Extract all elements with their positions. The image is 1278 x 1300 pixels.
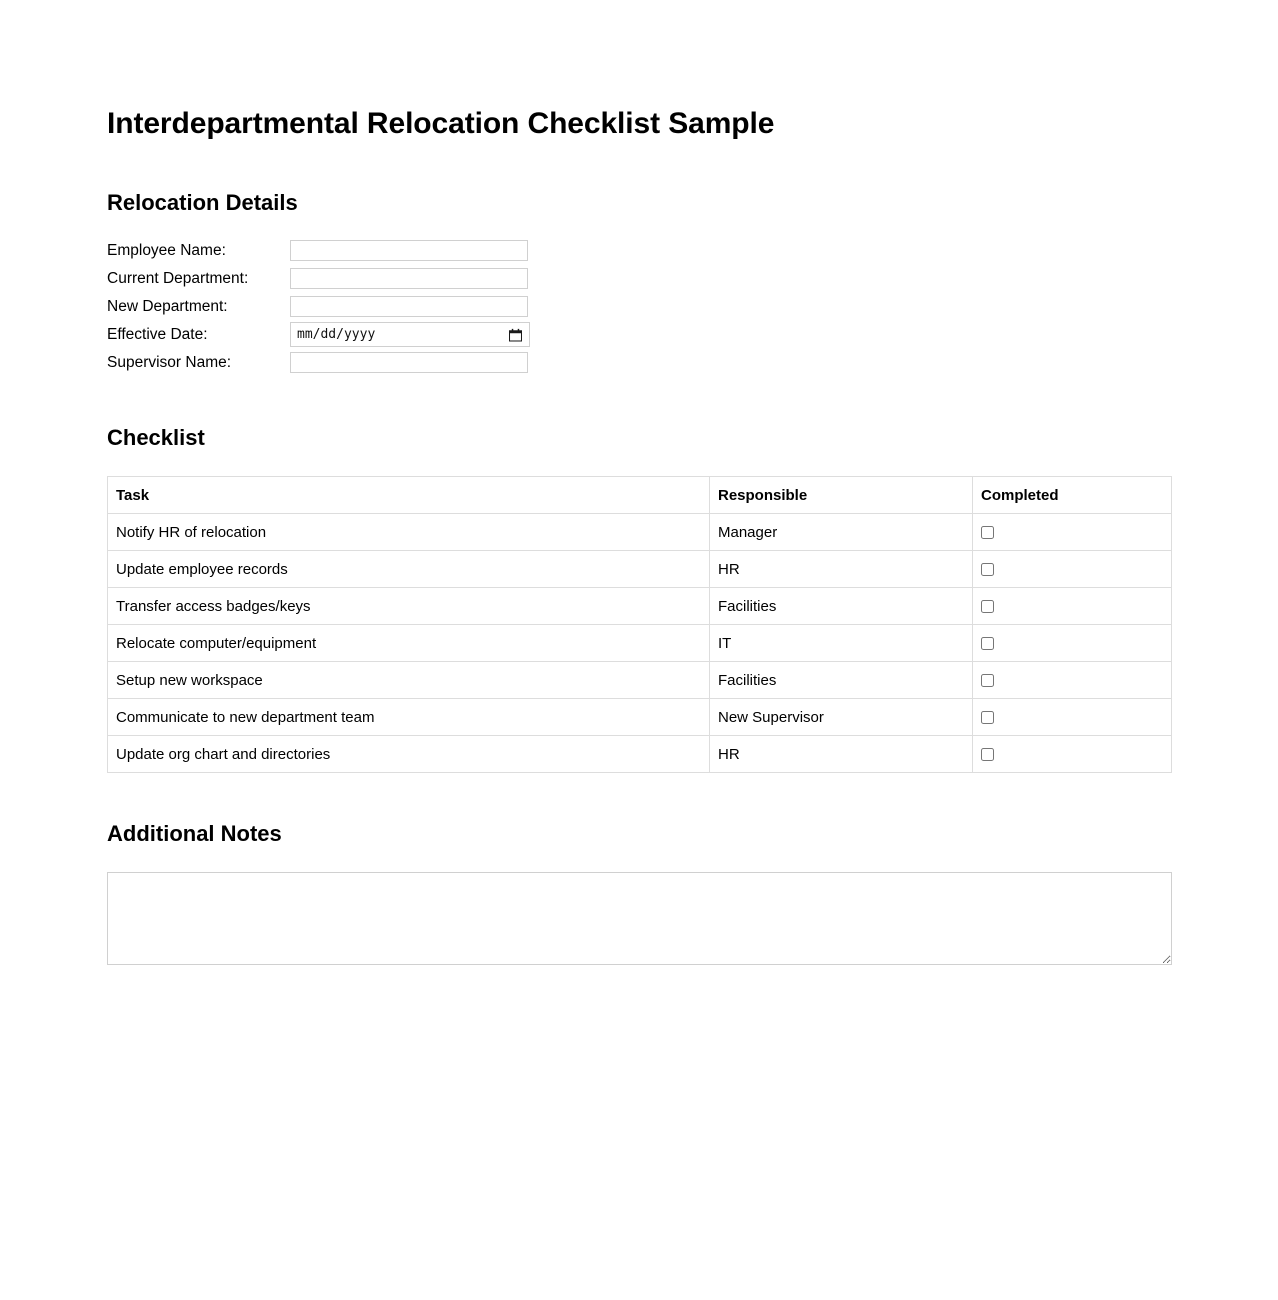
cell-completed <box>973 588 1172 625</box>
completed-checkbox[interactable] <box>981 637 994 650</box>
table-row <box>108 736 1172 773</box>
completed-checkbox[interactable] <box>981 526 994 539</box>
label-supervisor-name: Supervisor Name: <box>107 353 232 371</box>
additional-notes-textarea[interactable] <box>107 872 1172 965</box>
table-row <box>108 662 1172 699</box>
effective-date-input[interactable] <box>290 322 530 347</box>
label-effective-date: Effective Date: <box>107 325 208 343</box>
cell-task: Transfer access badges/keys <box>108 588 710 625</box>
additional-notes-block <box>107 872 1171 965</box>
cell-responsible: IT <box>710 625 973 662</box>
completed-checkbox[interactable] <box>981 711 994 724</box>
cell-completed <box>973 551 1172 588</box>
table-row <box>108 514 1172 551</box>
page-title: Interdepartmental Relocation Checklist Sample <box>107 107 775 140</box>
table-header-row <box>108 477 1172 514</box>
table-row <box>108 551 1172 588</box>
section-heading-relocation-details: Relocation Details <box>107 189 298 215</box>
form-row-employee-name <box>107 237 1171 265</box>
cell-task: Setup new workspace <box>108 662 710 699</box>
cell-completed <box>973 514 1172 551</box>
completed-checkbox[interactable] <box>981 748 994 761</box>
cell-responsible: Facilities <box>710 662 973 699</box>
cell-completed <box>973 736 1172 773</box>
cell-task: Update employee records <box>108 551 710 588</box>
table-row <box>108 588 1172 625</box>
cell-completed <box>973 662 1172 699</box>
cell-completed <box>973 699 1172 736</box>
label-new-department: New Department: <box>107 297 228 315</box>
table-row <box>108 699 1172 736</box>
cell-responsible: Manager <box>710 514 973 551</box>
employee-name-input[interactable] <box>290 240 528 261</box>
completed-checkbox[interactable] <box>981 674 994 687</box>
cell-task: Communicate to new department team <box>108 699 710 736</box>
cell-responsible: Facilities <box>710 588 973 625</box>
column-header-task: Task <box>108 477 710 514</box>
new-department-input[interactable] <box>290 296 528 317</box>
effective-date-placeholder: mm/dd/yyyy <box>297 327 376 343</box>
cell-task: Update org chart and directories <box>108 736 710 773</box>
completed-checkbox[interactable] <box>981 563 994 576</box>
cell-task: Relocate computer/equipment <box>108 625 710 662</box>
cell-completed <box>973 625 1172 662</box>
label-employee-name: Employee Name: <box>107 241 226 259</box>
form-row-supervisor-name <box>107 349 1171 377</box>
form-row-new-department <box>107 293 1171 321</box>
column-header-completed: Completed <box>973 477 1172 514</box>
calendar-icon[interactable] <box>509 328 522 341</box>
current-department-input[interactable] <box>290 268 528 289</box>
section-heading-checklist: Checklist <box>107 424 205 450</box>
label-current-department: Current Department: <box>107 269 249 287</box>
table-row <box>108 625 1172 662</box>
checklist-table <box>107 476 1172 773</box>
completed-checkbox[interactable] <box>981 600 994 613</box>
form-row-effective-date <box>107 321 1171 349</box>
cell-task: Notify HR of relocation <box>108 514 710 551</box>
cell-responsible: HR <box>710 736 973 773</box>
section-heading-additional-notes: Additional Notes <box>107 821 282 847</box>
relocation-details-form <box>107 237 1171 377</box>
form-row-current-department <box>107 265 1171 293</box>
cell-responsible: New Supervisor <box>710 699 973 736</box>
column-header-responsible: Responsible <box>710 477 973 514</box>
cell-responsible: HR <box>710 551 973 588</box>
supervisor-name-input[interactable] <box>290 352 528 373</box>
